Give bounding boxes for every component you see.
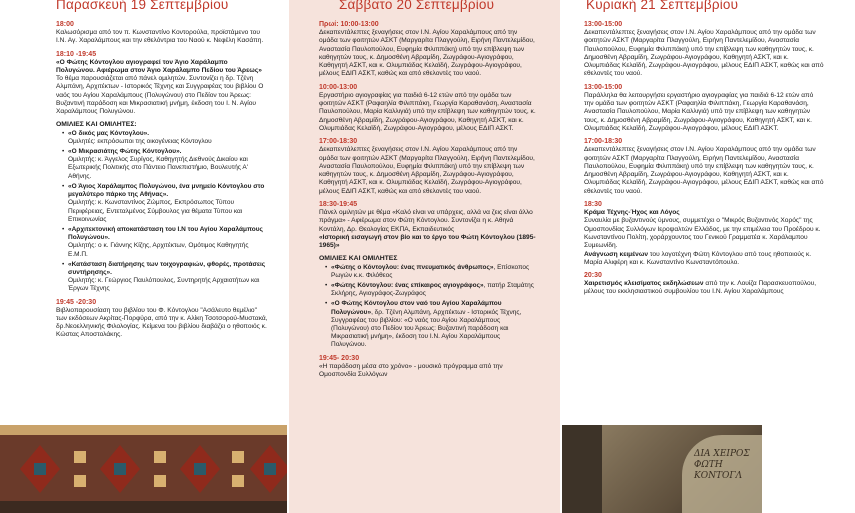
saturday-program [319,16,537,379]
saturday-text-4: Πάνελ ομιλητών με θέμα «Καλό είναι να υπάρχεις, αλλά να ζεις είναι άλλο πράγμα» - Αφιέρωμα στον Φώτη Κόντογλου. Συντονίζει η κ. Αθηνά Κοντάλη, Δρ. Θεολογίας ΕΚΠΑ, Εκπαιδευτικός [319,209,533,233]
talk-title: «Φώτης ο Κόντογλου: ένας πνευματικός άνθρωπος» [331,263,494,271]
talk-title: «Ο Φώτης Κόντογλου στον ναό του Αγίου Χαραλάμπου Πολυγώνου» [331,300,502,316]
icon-painting-image [562,425,762,513]
talk-speaker: Ομιλητής: κ. Γεώργιος Παυλόπουλος, Συντηρητής Αρχαιοτήτων και Έργων Τέχνης [68,277,260,293]
list-item [62,148,268,181]
saturday-time-3: 17:00-18:30 [319,138,358,146]
friday-time-2: 18:10 -19:45 [56,50,97,58]
saturday-title: Σάββατο 20 Σεπτεμβρίου [339,0,495,12]
talk-speaker: , Επίσκοπος Ρωγών κ.κ. Φιλόθεος [331,263,530,279]
sunday-event-title-4: Κράμα Τέχνης-Ήχος και Λόγος [584,209,680,217]
saturday-time-1: Πρωί: 10:00-13:00 [319,21,379,28]
talk-speaker: Ομιλητές: εκπρόσωποι της οικογένειας Κόντογλου [68,137,212,145]
sunday-text-4: Συναυλία με βυζαντινούς ύμνους, συμμετέχει ο "Μικρός Βυζαντινός Χορός" της Ομοσπονδίας Συλλόγων Ιεροψαλτών Ελλάδος, με την επιμέλεια του Προέδρου κ. Κωνσταντίνου Πολίτη, χοράρχουντος του Γενικού Γραμματέα κ. Χαράλαμπου Συμεωνίδη. [584,217,821,250]
friday-column [0,0,287,513]
friday-text-3: Βιβλιοπαρουσίαση του βιβλίου του Φ. Κόντογλου "Ασάλευτο θεμέλιο" των εκδόσεων Ακρίτας-Πορφύρα, από την κ. Αλίκη Τσοτσορού-Μυστακά, δρ.Νεοελληνικής Φιλολογίας. Κείμενα του βιβλίου διαβάζει ο ηθοποιός κ. Κώστας Αποστολάκης. [56,306,268,339]
sunday-closing-text: από την κ. Λουίζα Παρασκευοπούλου, μέλους του εκκλησιαστικού συμβουλίου του Ι.Ν. Αγίου Χαραλάμπους [584,280,817,296]
saturday-column [289,0,560,513]
saturday-time-5: 19:45- 20:30 [319,354,360,362]
talk-title: «Φώτης Κόντογλου: ένας επίκαιρος αγιογράφος» [331,281,484,289]
sunday-text-3: Δεκαπεντάλεπτες ξεναγήσεις στον Ι.Ν. Αγίου Χαραλάμπους από την ομάδα των φοιτητών ΑΣΚΤ (Μαργαρίτα Πλαγγούλη, Ειρήνη Παντελεμίδου, Αναστασία Παυλοπούλου, Ευφημία Φιλιππάκη) υπό την επίβλεψη των καθηγητών τους, κ. Δημοσθένη Αβραμίδη, Ζωγράφου-Αγιογράφου, Καθηγητή ΑΣΚΤ, και κ. Ολυμπιάδας Κελαϊδή, Ζωγράφου-Αγιογράφου, μέλους ΕΔΙΠ ΑΣΚΤ, καθώς και από εθελοντές του ναού. [584,146,824,195]
saturday-text-3: Δεκαπεντάλεπτες ξεναγήσεις στον Ι.Ν. Αγίου Χαραλάμπους από την ομάδα των φοιτητών ΑΣΚΤ (Μαργαρίτα Πλαγγούλη, Ειρήνη Παντελεμίδου, Αναστασία Παυλοπούλου, Ευφημία Φιλιππάκη) υπό την επίβλεψη των καθηγητών τους, κ. Δημοσθένη Αβραμίδη, Ζωγράφου-Αγιογράφου, Καθηγητή ΑΣΚΤ, και κ. Ολυμπιάδας Κελαϊδή, Ζωγράφου-Αγιογράφου, μέλους ΕΔΙΠ ΑΣΚΤ, καθώς και από εθελοντές του ναού. [319,146,535,195]
list-item [62,261,268,294]
sunday-slot-4 [584,201,824,267]
friday-title: Παρασκευή 19 Σεπτεμβρίου [56,0,229,12]
list-item [62,183,268,224]
friday-speakers-header: ΟΜΙΛΙΕΣ ΚΑΙ ΟΜΙΛΗΤΕΣ: [56,120,137,128]
list-item [325,264,537,280]
sunday-closing-title: Χαιρετισμός κλεισίματος εκδηλώσεων [584,280,704,288]
talk-title: «Ο δικός μας Κόντογλου». [68,129,150,137]
talk-speaker: Ομιλητής: κ. Κωνσταντίνος Ζώμπος, Εκπρόσωπος Τύπου Περιφέρειας, Εντεταλμένος Σύμβουλος για θέματα Τύπου και Επικοινωνίας [68,199,243,223]
saturday-slot-1 [319,21,537,79]
sunday-title: Κυριακή 21 Σεπτεμβρίου [586,0,739,12]
talk-title: «Ο Άγιος Χαράλαμπος Πολυγώνου, ένα μνημείο Κόντογλου στο μεγαλύτερο πάρκο της Αθήνας». [68,182,265,199]
list-item [62,130,268,146]
talk-speaker: , πατήρ Σταμάτης Σκλήρης, Αγιογράφος-Ζωγράφος [331,281,534,298]
sunday-time-2: 13:00-15:00 [584,83,623,91]
friday-text-2: Το θέμα παρουσιάζεται από πάνελ ομιλητών. Συντονίζει η δρ. Τζένη Αλμπάνη, Αρχιτέκτων - Ιστορικός Τέχνης και Συγγραφέας του βιβλίου Ο ναός του Αγίου Χαραλάμπους (Πολυγώνου) στο Πεδίον του Άρεως: Βυζαντινή παράδοση και Μικρασιατική μνήμη, έκδοση του Ι. Ν. Αγίου Χαραλάμπους Πολυγώνου. [56,75,264,116]
friday-text-1: Καλωσόρισμα από τον π. Κωνσταντίνο Κοντορούλα, προϊστάμενο του Ι.Ν. Αγ. Χαραλάμπους και την εθελόντρια του Ναού κ. Νεφέλη Κασάπη. [56,29,264,45]
saturday-speakers-header: ΟΜΙΛΙΕΣ ΚΑΙ ΟΜΙΛΗΤΕΣ [319,254,398,262]
sunday-slot-5 [584,272,824,297]
mosaic-pattern-image [0,425,287,513]
friday-slot-2 [56,51,268,294]
saturday-text-2: Εργαστήριο αγιογραφίας για παιδιά 6-12 ετών από την ομάδα των φοιτητών ΑΣΚΤ (Ραφαηλία Φιλιππάκη, Γεωργία Καραθανάση, Αναστασία Παυλοπούλου, Μαρία Καλλιγιά) υπό την επίβλεψη των καθηγητών τους, κ. Δημοσθένη Αβραμίδη, Ζωγράφου-Αγιογράφου, Καθηγητή ΑΣΚΤ, και κ. Ολυμπιάδας Κελαϊδή, Ζωγράφου-Αγιογράφου, μέλους ΕΔΙΠ ΑΣΚΤ. [319,91,536,132]
list-item [62,226,268,259]
talk-speaker: Ομιλητής: ο κ. Γιάννης Κίζης, Αρχιτέκτων, Ομότιμος Καθηγητής Ε.Μ.Π. [68,242,249,258]
sunday-time-1: 13:00-15:00 [584,21,623,28]
list-item [325,300,537,349]
saturday-text-5: «Η παράδοση μέσα στο χρόνο» - μουσικό πρόγραμμα από την Ομοσπονδία Συλλόγων [319,362,503,378]
talk-title: «Αρχιτεκτονική αποκατάσταση του Ι.Ν του Αγίου Χαραλάμπους Πολυγώνου». [68,225,263,242]
sunday-slot-2 [584,84,824,133]
saturday-slot-3 [319,138,537,196]
painting-inscription: ΔΙΑ ΧΕΙΡΟΣ ΦΩΤΗ ΚΟΝΤΟΓΛ [694,449,750,481]
friday-time-1: 18:00 [56,21,74,28]
talk-title: «Κατάσταση διατήρησης των τοιχογραφιών, φθορές, προτάσεις συντήρησης». [68,260,266,276]
sunday-text-2: Παράλληλα θα λειτουργήσει εργαστήριο αγιογραφίας για παιδιά 6-12 ετών από την ομάδα των φοιτητών ΑΣΚΤ (Ραφαηλία Φιλιππάκη, Γεωργία Καραθανάση, Αναστασία Παυλοπούλου, Μαρία Καλλιγιά) υπό την επίβλεψη των καθηγητών τους, κ. Δημοσθένη Αβραμίδη, Ζωγράφου-Αγιογράφου, Καθηγητή ΑΣΚΤ, και κ. Ολυμπιάδας Κελαϊδή, Ζωγράφου-Αγιογράφου, μέλους ΕΔΙΠ ΑΣΚΤ. [584,91,814,132]
friday-time-3: 19:45 -20:30 [56,298,97,306]
sunday-slot-1 [584,21,824,79]
friday-talks-list [56,130,268,294]
saturday-slot-2 [319,84,537,133]
talk-title: «Ο Μικρασιάτης Φώτης Κόντογλου». [68,148,182,156]
sunday-time-5: 20:30 [584,272,602,280]
friday-slot-1 [56,21,268,46]
sunday-time-3: 17:00-18:30 [584,138,623,146]
saturday-text-1: Δεκαπεντάλεπτες ξεναγήσεις στον Ι.Ν. Αγίου Χαραλάμπους από την ομάδα των φοιτητών ΑΣΚΤ (Μαργαρίτα Πλαγγούλη, Ειρήνη Παντελεμίδου, Αναστασία Παυλοπούλου, Ευφημία Φιλιππάκη) υπό την επίβλεψη των καθηγητών τους, κ. Δημοσθένη Αβραμίδη, Ζωγράφου-Αγιογράφου, Καθηγητή ΑΣΚΤ, και κ. Ολυμπιάδας Κελαϊδή, Ζωγράφου-Αγιογράφου, μέλους ΕΔΙΠ ΑΣΚΤ, καθώς και από εθελοντές του ναού. [319,29,535,78]
saturday-time-4: 18:30-19:45 [319,201,358,209]
sunday-time-4: 18:30 [584,201,602,209]
saturday-time-2: 10:00-13:00 [319,83,358,91]
friday-slot-3 [56,299,268,340]
list-item [325,282,537,298]
saturday-slot-4 [319,201,537,350]
talk-speaker: , δρ. Τζένη Αλμπάνη, Αρχιτέκτων - Ιστορικός Τέχνης, Συγγραφέας του βιβλίου: «Ο ναός του Αγίου Χαραλάμπους (Πολυγώνου) στο Πεδίον του Άρεως: Βυζαντινή παράδοση και Μικρασιατική μνήμη», έκδοση του Ι.Ν. Αγίου Χαραλάμπους Πολυγώνου. [331,308,522,349]
sunday-slot-3 [584,138,824,196]
sunday-text-1: Δεκαπεντάλεπτες ξεναγήσεις στον Ι.Ν. Αγίου Χαραλάμπους από την ομάδα των φοιτητών ΑΣΚΤ (Μαργαρίτα Πλαγγούλη, Ειρήνη Παντελεμίδου, Αναστασία Παυλοπούλου, Ευφημία Φιλιππάκη) υπό την επίβλεψη των καθηγητών τους, κ. Δημοσθένη Αβραμίδη, Ζωγράφου-Αγιογράφου, Καθηγητή ΑΣΚΤ, και κ. Ολυμπιάδας Κελαϊδή, Ζωγράφου-Αγιογράφου, μέλους ΕΔΙΠ ΑΣΚΤ, καθώς και από εθελοντές του ναού. [584,29,824,78]
saturday-subtitle-4: «Ιστορική εισαγωγή στον βίο και το έργο του Φώτη Κόντογλου (1895-1965)» [319,233,536,250]
page-margin [762,425,855,513]
saturday-talks-list [319,264,537,350]
sunday-reading-title: Ανάγνωση κειμένων [584,250,649,258]
sunday-program [584,16,824,297]
saturday-slot-5 [319,355,537,380]
friday-event-title-2: «Ο Φώτης Κόντογλου αγιογραφεί τον Άγιο Χαράλαμπο Πολυγώνου. Αφιέρωμα στον Άγιο Χαράλαμπο Πεδίου του Άρεως» [56,58,262,74]
sunday-reading-text: του λογοτέχνη Φώτη Κόντογλου από τους ηθοποιούς κ. Μαρία Αλιφέρη και κ. Κωνσταντίνο Κωνσταντόπουλο. [584,250,812,266]
talk-speaker: Ομιλητής: κ. Άγγελος Συρίγος, Καθηγητής Διεθνούς Δικαίου και Εξωτερικής Πολιτικής στο Πάντειο Πανεπιστήμιο, Βουλευτής Α' Αθήνης. [68,156,248,180]
friday-program [56,16,268,340]
